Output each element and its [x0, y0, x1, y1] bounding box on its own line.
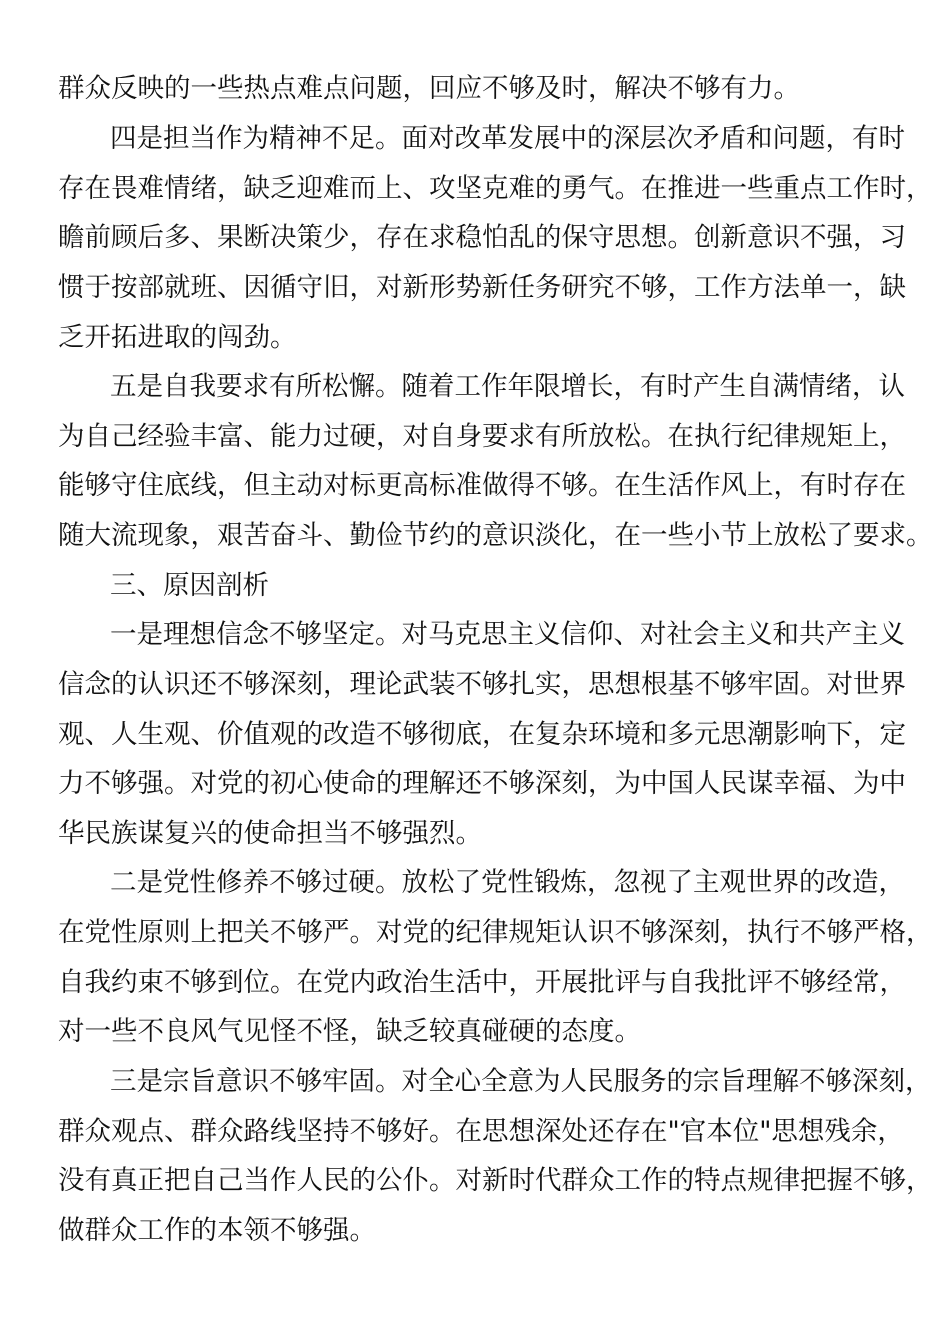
text-line: 信念的认识还不够深刻，理论武装不够扎实，思想根基不够牢固。对世界 — [58, 669, 906, 700]
text-line: 为自己经验丰富、能力过硬，对自身要求有所放松。在执行纪律规矩上， — [58, 421, 906, 452]
text-line: 瞻前顾后多、果断决策少，存在求稳怕乱的保守思想。创新意识不强，习 — [58, 222, 906, 253]
text-line: 随大流现象，艰苦奋斗、勤俭节约的意识淡化，在一些小节上放松了要求。 — [58, 520, 933, 551]
text-line: 力不够强。对党的初心使命的理解还不够深刻，为中国人民谋幸福、为中 — [58, 768, 906, 799]
text-line: 一是理想信念不够坚定。对马克思主义信仰、对社会主义和共产主义 — [110, 619, 905, 650]
text-line: 乏开拓进取的闯劲。 — [58, 322, 297, 353]
text-line: 五是自我要求有所松懈。随着工作年限增长，有时产生自满情绪，认 — [110, 371, 905, 402]
text-line: 惯于按部就班、因循守旧，对新形势新任务研究不够，工作方法单一，缺 — [58, 272, 906, 303]
text-line: 存在畏难情绪，缺乏迎难而上、攻坚克难的勇气。在推进一些重点工作时， — [58, 173, 933, 204]
text-line: 没有真正把自己当作人民的公仆。对新时代群众工作的特点规律把握不够， — [58, 1165, 933, 1196]
text-line: 做群众工作的本领不够强。 — [58, 1215, 376, 1246]
text-line: 群众反映的一些热点难点问题，回应不够及时，解决不够有力。 — [58, 73, 800, 104]
text-line: 能够守住底线，但主动对标更高标准做得不够。在生活作风上，有时存在 — [58, 470, 906, 501]
text-line: 四是担当作为精神不足。面对改革发展中的深层次矛盾和问题，有时 — [110, 123, 905, 154]
text-line: 华民族谋复兴的使命担当不够强烈。 — [58, 818, 482, 849]
text-line: 群众观点、群众路线坚持不够好。在思想深处还存在"官本位"思想残余， — [58, 1116, 904, 1147]
section-heading: 三、原因剖析 — [110, 570, 269, 601]
text-line: 观、人生观、价值观的改造不够彻底，在复杂环境和多元思潮影响下，定 — [58, 719, 906, 750]
text-line: 在党性原则上把关不够严。对党的纪律规矩认识不够深刻，执行不够严格， — [58, 917, 933, 948]
text-line: 自我约束不够到位。在党内政治生活中，开展批评与自我批评不够经常， — [58, 967, 906, 998]
text-line: 二是党性修养不够过硬。放松了党性锻炼，忽视了主观世界的改造， — [110, 867, 905, 898]
text-line: 三是宗旨意识不够牢固。对全心全意为人民服务的宗旨理解不够深刻， — [110, 1066, 932, 1097]
text-line: 对一些不良风气见怪不怪，缺乏较真碰硬的态度。 — [58, 1016, 641, 1047]
